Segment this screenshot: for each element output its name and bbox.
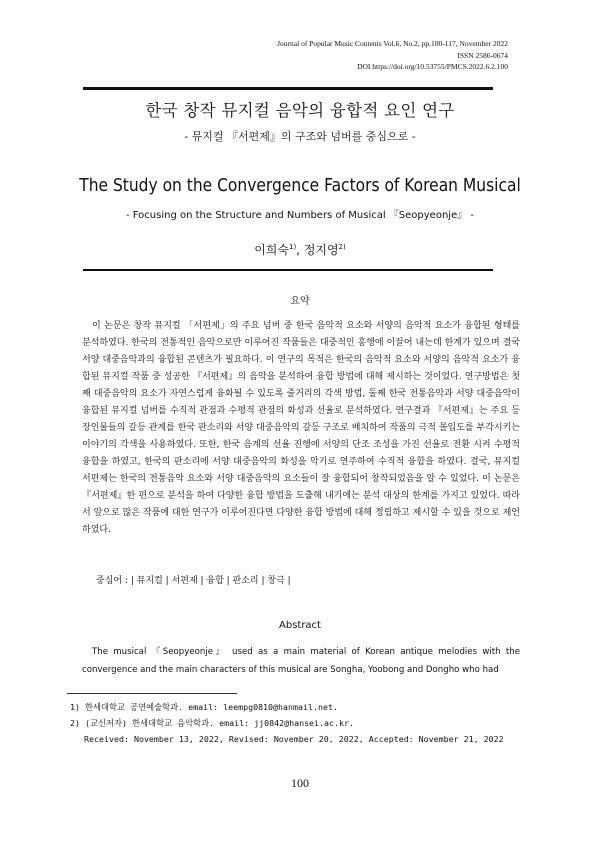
- keywords: 중심어 : | 뮤지컬 | 서편제 | 융합 | 판소리 | 창극 |: [96, 576, 291, 586]
- english-abstract-body: The musical 『Seopyeonje』 used as a main material of Korean antique melodies with the convergence and the main characters of this musical are Songha, Yoobong and Dongho who had: [82, 647, 520, 675]
- korean-abstract-body: 이 논문은 창작 뮤지컬 「서편제」의 주요 넘버 중 한국 음악적 요소와 서양의 음악적 요소가 융합된 형태를 분석하였다. 한국의 전통적인 음악으로만 이루어진 작품들은 대중적인 흥행에 이끌어 내는데 한계가 있으며 결국 서양 대중음악과의 융합된 콘텐츠가 필요하다. 이 연구의 목적은 한국의 음악적 요소와 서양의 음악적 요소가 융합된 뮤지컬 작품 중 성공한 『서편제』의 음악을 분석하여 융합 방법에 대해 제시하는 것이었다. 연구방법은 첫째 대중음악의 요소가 자연스럽게 융화될 수 있도록 줄거리의 각색 방법, 둘째 한국 전통음악과 서양 대중음악이 융합된 뮤지컬 넘버를 수직적 관점과 수평적 관점의 화성과 선율로 분석하였다. 연구결과 『서편제』는 주요 등장인물들의 갈등 관계를 한국 판소리와 서양 대중음악의 갈등 구조로 배치하여 작품의 극적 몰입도를 부각시키는 이야기의 각색을 사용하였다. 또한, 한국 음계의 선율 진행에 서양의 단조 조성을 가진 선율로 전환 시켜 수평적 융합을 하였고, 한국의 판소리에 서양 대중음악의 화성을 악기로 연주하여 수직적 융합을 하였다. 결국, 뮤지컬 서편제는 한국의 전통음악 요소와 서양 대중음악의 요소들이 잘 융합되어 창작되었음을 알 수 있었다. 이 논문은『서편제』한 편으로 분석을 하여 다양한 융합 방법을 도출해 내기에는 분석 대상의 한계를 가지고 있었다. 따라서 앞으로 많은 작품에 대한 연구가 이루어진다면 다양한 융합 방법에 대해 정립하고 제시할 수 있을 것으로 제언하였다.: [82, 321, 520, 535]
- journal-info: [277, 38, 508, 73]
- footnote-rule: [67, 693, 237, 694]
- korean-subtitle: - 뮤지컬 『서편제』의 구조와 넘버를 중심으로 -: [184, 130, 416, 143]
- korean-abstract-heading: 요약: [290, 296, 310, 307]
- author-line: [0, 241, 600, 258]
- english-title: The Study on the Convergence Factors of Korean Musical: [79, 175, 521, 196]
- author-separator: ,: [296, 243, 304, 257]
- top-rule: [83, 87, 493, 90]
- english-subtitle: - Focusing on the Structure and Numbers of Musical 『Seopyeonje』 -: [125, 210, 475, 221]
- english-abstract-heading: Abstract: [279, 620, 321, 631]
- footnote-2: 2) (교신저자) 한세대학교 음악학과. email: jj0842@hansei.ac.kr.: [70, 718, 355, 728]
- journal-doi: DOI https://doi.org/10.53755/PMCS.2022.6.2.100: [357, 62, 508, 71]
- header-rule: [83, 269, 493, 271]
- author-footnote-mark: 1): [288, 243, 297, 251]
- footnotes: [70, 699, 504, 747]
- footnote-1: 1) 한세대학교 공연예술학과. email: leempg0810@hanmail.net.: [70, 702, 338, 712]
- journal-citation: Journal of Popular Music Contents Vol.6, No.2, pp.100-117, November 2022: [277, 39, 508, 48]
- korean-title: 한국 창작 뮤지컬 음악의 융합적 요인 연구: [145, 101, 455, 120]
- journal-issn: ISSN 2586-0674: [457, 50, 508, 60]
- author-name: 이희숙: [254, 243, 289, 257]
- author-footnote-mark: 2): [338, 243, 346, 251]
- received-dates: Received: November 13, 2022, Revised: November 20, 2022, Accepted: November 21, 2022: [84, 734, 504, 744]
- author-name: 정지영: [303, 243, 339, 257]
- page-number: 100: [291, 776, 309, 790]
